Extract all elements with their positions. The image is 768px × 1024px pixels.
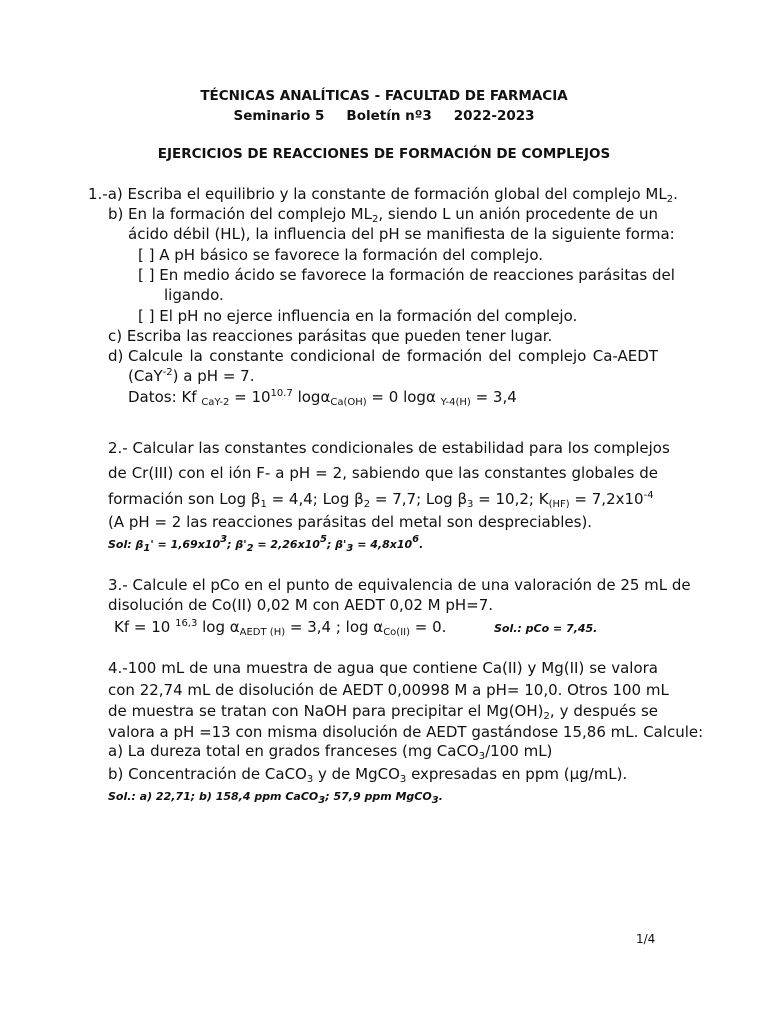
page-title: EJERCICIOS DE REACCIONES DE FORMACIÓN DE COMPLEJOS: [157, 146, 611, 162]
ex4-line3: de muestra se tratan con NaOH para precipitar el $Mg(OH)_2$, y después se: [108, 702, 658, 722]
ex2-line4: (A pH = 2 las reacciones parásitas del metal son despreciables).: [108, 513, 593, 531]
ex4-line5: a) La dureza total en grados franceses (mg CaCO$_3$/100 mL): [108, 742, 553, 762]
ex2-line1: 2.- Calcular las constantes condicionales de estabilidad para los complejos: [108, 439, 670, 457]
ex1-d-line1: Calcule la constante condicional de formación del complejo Ca-AEDT: [128, 347, 658, 365]
ex1-b-marker: b): [108, 205, 124, 223]
ex1-option-1: [ ] A pH básico se favorece la formación del complejo.: [138, 246, 544, 264]
ex3-solution: Sol.: pCo = 7,45.: [494, 622, 598, 635]
ex4-solution: Sol.: a) 22,71; b) 158,4 ppm CaCO$_3$; 57,9 ppm MgCO$_3$.: [108, 790, 443, 806]
ex4-line4: valora a pH =13 con misma disolución de AEDT gastándose 15,86 mL. Calcule:: [108, 723, 704, 741]
boletin-label: Boletín nº3: [346, 108, 432, 124]
ex4-line2: con 22,74 mL de disolución de AEDT 0,00998 M a pH= 10,0. Otros 100 mL: [108, 681, 669, 699]
ex1-a: 1.-a) Escriba el equilibrio y la constante de formación global del complejo $ML_2$.: [88, 185, 678, 205]
ex1-b-line2: ácido débil (HL), la influencia del pH se manifiesta de la siguiente forma:: [128, 225, 675, 243]
year-label: 2022-2023: [453, 108, 535, 124]
ex1-c: c) Escriba las reacciones parásitas que pueden tener lugar.: [108, 327, 553, 345]
ex2-line3: formación son Log $\beta_1 = 4,4$; Log $\beta_2 = 7,7$; Log $\beta_3 = 10,2$; $K_{(HF)} = 7,2x10^{-4}$: [108, 490, 654, 510]
header-line-1: TÉCNICAS ANALÍTICAS - FACULTAD DE FARMACIA: [200, 88, 568, 104]
ex1-b-line1: En la formación del complejo $ML_2$, siendo L un anión procedente de un: [128, 205, 659, 225]
ex1-d-line2: (CaY$^{-2}$) a pH = 7.: [128, 367, 255, 385]
ex4-line1: 4.-100 mL de una muestra de agua que contiene Ca(II) y Mg(II) se valora: [108, 659, 658, 677]
ex3-line2: disolución de Co(II) 0,02 M con AEDT 0,02 M pH=7.: [108, 596, 494, 614]
ex1-option-2: [ ] En medio ácido se favorece la formación de reacciones parásitas del: [138, 266, 675, 284]
header-line-2: [0, 106, 768, 126]
ex1-datos: Datos: Kf $_{CaY-2} = 10^{10.7}$ logα$_{Ca(OH)}$ = 0 logα $_{Y-4(H)}$ = 3,4: [128, 388, 517, 408]
ex3-kf: Kf = 10 $^{16,3}$ $\log \alpha_{AEDT (H)} = 3,4$ ; $\log \alpha_{Co(II)} = 0$.: [114, 618, 447, 638]
ex2-line2: de Cr(III) con el ión F- a pH = 2, sabiendo que las constantes globales de: [108, 464, 658, 482]
seminario-label: Seminario 5: [233, 108, 325, 124]
ex1-d-marker: d): [108, 347, 124, 365]
page-number: 1/4: [636, 932, 656, 946]
ex2-solution: Sol: $\beta_1' = 1,69x10^3$; $\beta'_2 = 2,26x10^5$; $\beta'_3 = 4,8x10^6$.: [108, 534, 424, 554]
ex1-option-2-cont: ligando.: [164, 286, 224, 304]
ex4-line6: b) Concentración de CaCO$_3$ y de MgCO$_3$ expresadas en ppm (μg/mL).: [108, 765, 628, 785]
ex3-line1: 3.- Calcule el pCo en el punto de equivalencia de una valoración de 25 mL de: [108, 576, 691, 594]
ex1-option-3: [ ] El pH no ejerce influencia en la formación del complejo.: [138, 307, 578, 325]
